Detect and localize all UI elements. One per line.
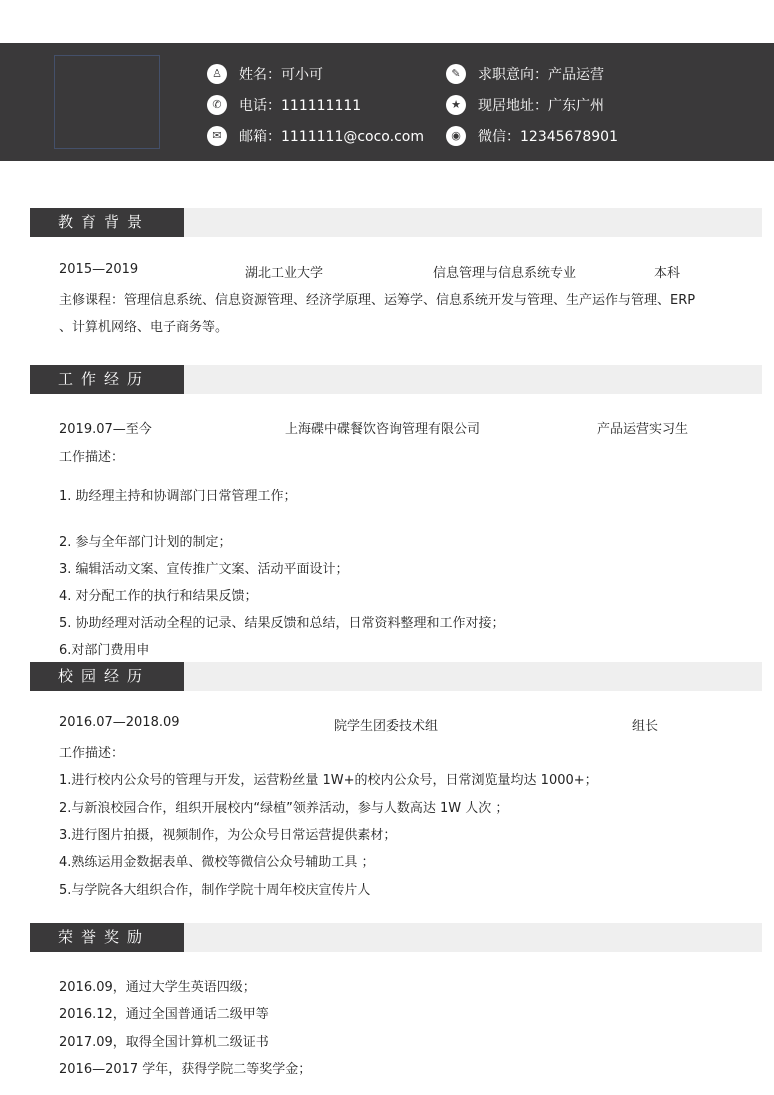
section-work (30, 365, 762, 394)
info-intent (446, 64, 604, 84)
work-period: 2019.07—至今 (59, 422, 152, 437)
section-education (30, 208, 762, 237)
section-title-campus: 校园经历 (30, 662, 184, 691)
work-role: 产品运营实习生 (597, 422, 689, 437)
campus-period: 2016.07—2018.09 (59, 715, 180, 730)
campus-item: 4.熟练运用金数据表单、微校等微信公众号辅助工具 ； (59, 855, 375, 870)
intent-text: 求职意向：产品运营 (478, 67, 604, 83)
education-school: 湖北工业大学 (245, 266, 324, 281)
campus-item: 1.进行校内公众号的管理与开发，运营粉丝量 1W+的校内公众号，日常浏览量均达 1000+； (59, 773, 598, 788)
campus-desc-label: 工作描述： (59, 746, 125, 761)
honor-item: 2016—2017 学年，获得学院二等奖学金； (59, 1062, 312, 1077)
pen-icon: ✎ (446, 64, 466, 84)
section-campus (30, 662, 762, 691)
info-name (207, 64, 323, 84)
work-item: 5. 协助经理对活动全程的记录、结果反馈和总结，日常资料整理和工作对接； (59, 616, 505, 631)
work-company: 上海碟中碟餐饮咨询管理有限公司 (285, 422, 481, 437)
user-icon: ♙ (207, 64, 227, 84)
wechat-text: 微信：12345678901 (478, 129, 618, 145)
work-item: 4. 对分配工作的执行和结果反馈； (59, 589, 258, 604)
wechat-icon: ◉ (446, 126, 466, 146)
star-icon: ★ (446, 95, 466, 115)
name-text: 姓名：可小可 (239, 67, 323, 83)
info-phone (207, 95, 361, 115)
info-email (207, 126, 424, 146)
work-desc-label: 工作描述： (59, 450, 125, 465)
campus-item: 5.与学院各大组织合作，制作学院十周年校庆宣传片人 (59, 883, 371, 898)
header-banner (0, 43, 774, 161)
section-title-honors: 荣誉奖励 (30, 923, 184, 952)
honor-item: 2016.12，通过全国普通话二级甲等 (59, 1007, 269, 1022)
campus-item: 2.与新浪校园合作，组织开展校内“绿植”领养活动，参与人数高达 1W 人次 ； (59, 801, 509, 816)
education-courses-line2: 、计算机网络、电子商务等。 (59, 320, 229, 335)
email-icon: ✉ (207, 126, 227, 146)
campus-role: 组长 (632, 719, 659, 734)
work-item: 1. 助经理主持和协调部门日常管理工作； (59, 489, 297, 504)
phone-icon: ✆ (207, 95, 227, 115)
work-item: 2. 参与全年部门计划的制定； (59, 535, 232, 550)
honor-item: 2016.09，通过大学生英语四级； (59, 980, 256, 995)
campus-org: 院学生团委技术组 (334, 719, 439, 734)
education-courses-line1: 主修课程：管理信息系统、信息资源管理、经济学原理、运筹学、信息系统开发与管理、生产运作与管理、ERP (59, 293, 696, 308)
work-item: 3. 编辑活动文案、宣传推广文案、活动平面设计； (59, 562, 349, 577)
address-text: 现居地址：广东广州 (478, 98, 604, 114)
info-wechat (446, 126, 618, 146)
info-address (446, 95, 604, 115)
section-title-work: 工作经历 (30, 365, 184, 394)
email-text: 邮箱：1111111@coco.com (239, 129, 424, 145)
education-degree: 本科 (654, 266, 681, 281)
section-title-education: 教育背景 (30, 208, 184, 237)
phone-text: 电话：111111111 (239, 98, 362, 114)
education-period: 2015—2019 (59, 262, 139, 277)
section-honors (30, 923, 762, 952)
education-major: 信息管理与信息系统专业 (433, 266, 577, 281)
work-item: 6.对部门费用申 (59, 643, 150, 658)
honor-item: 2017.09，取得全国计算机二级证书 (59, 1035, 269, 1050)
campus-item: 3.进行图片拍摄，视频制作，为公众号日常运营提供素材； (59, 828, 397, 843)
photo-placeholder (54, 55, 160, 149)
